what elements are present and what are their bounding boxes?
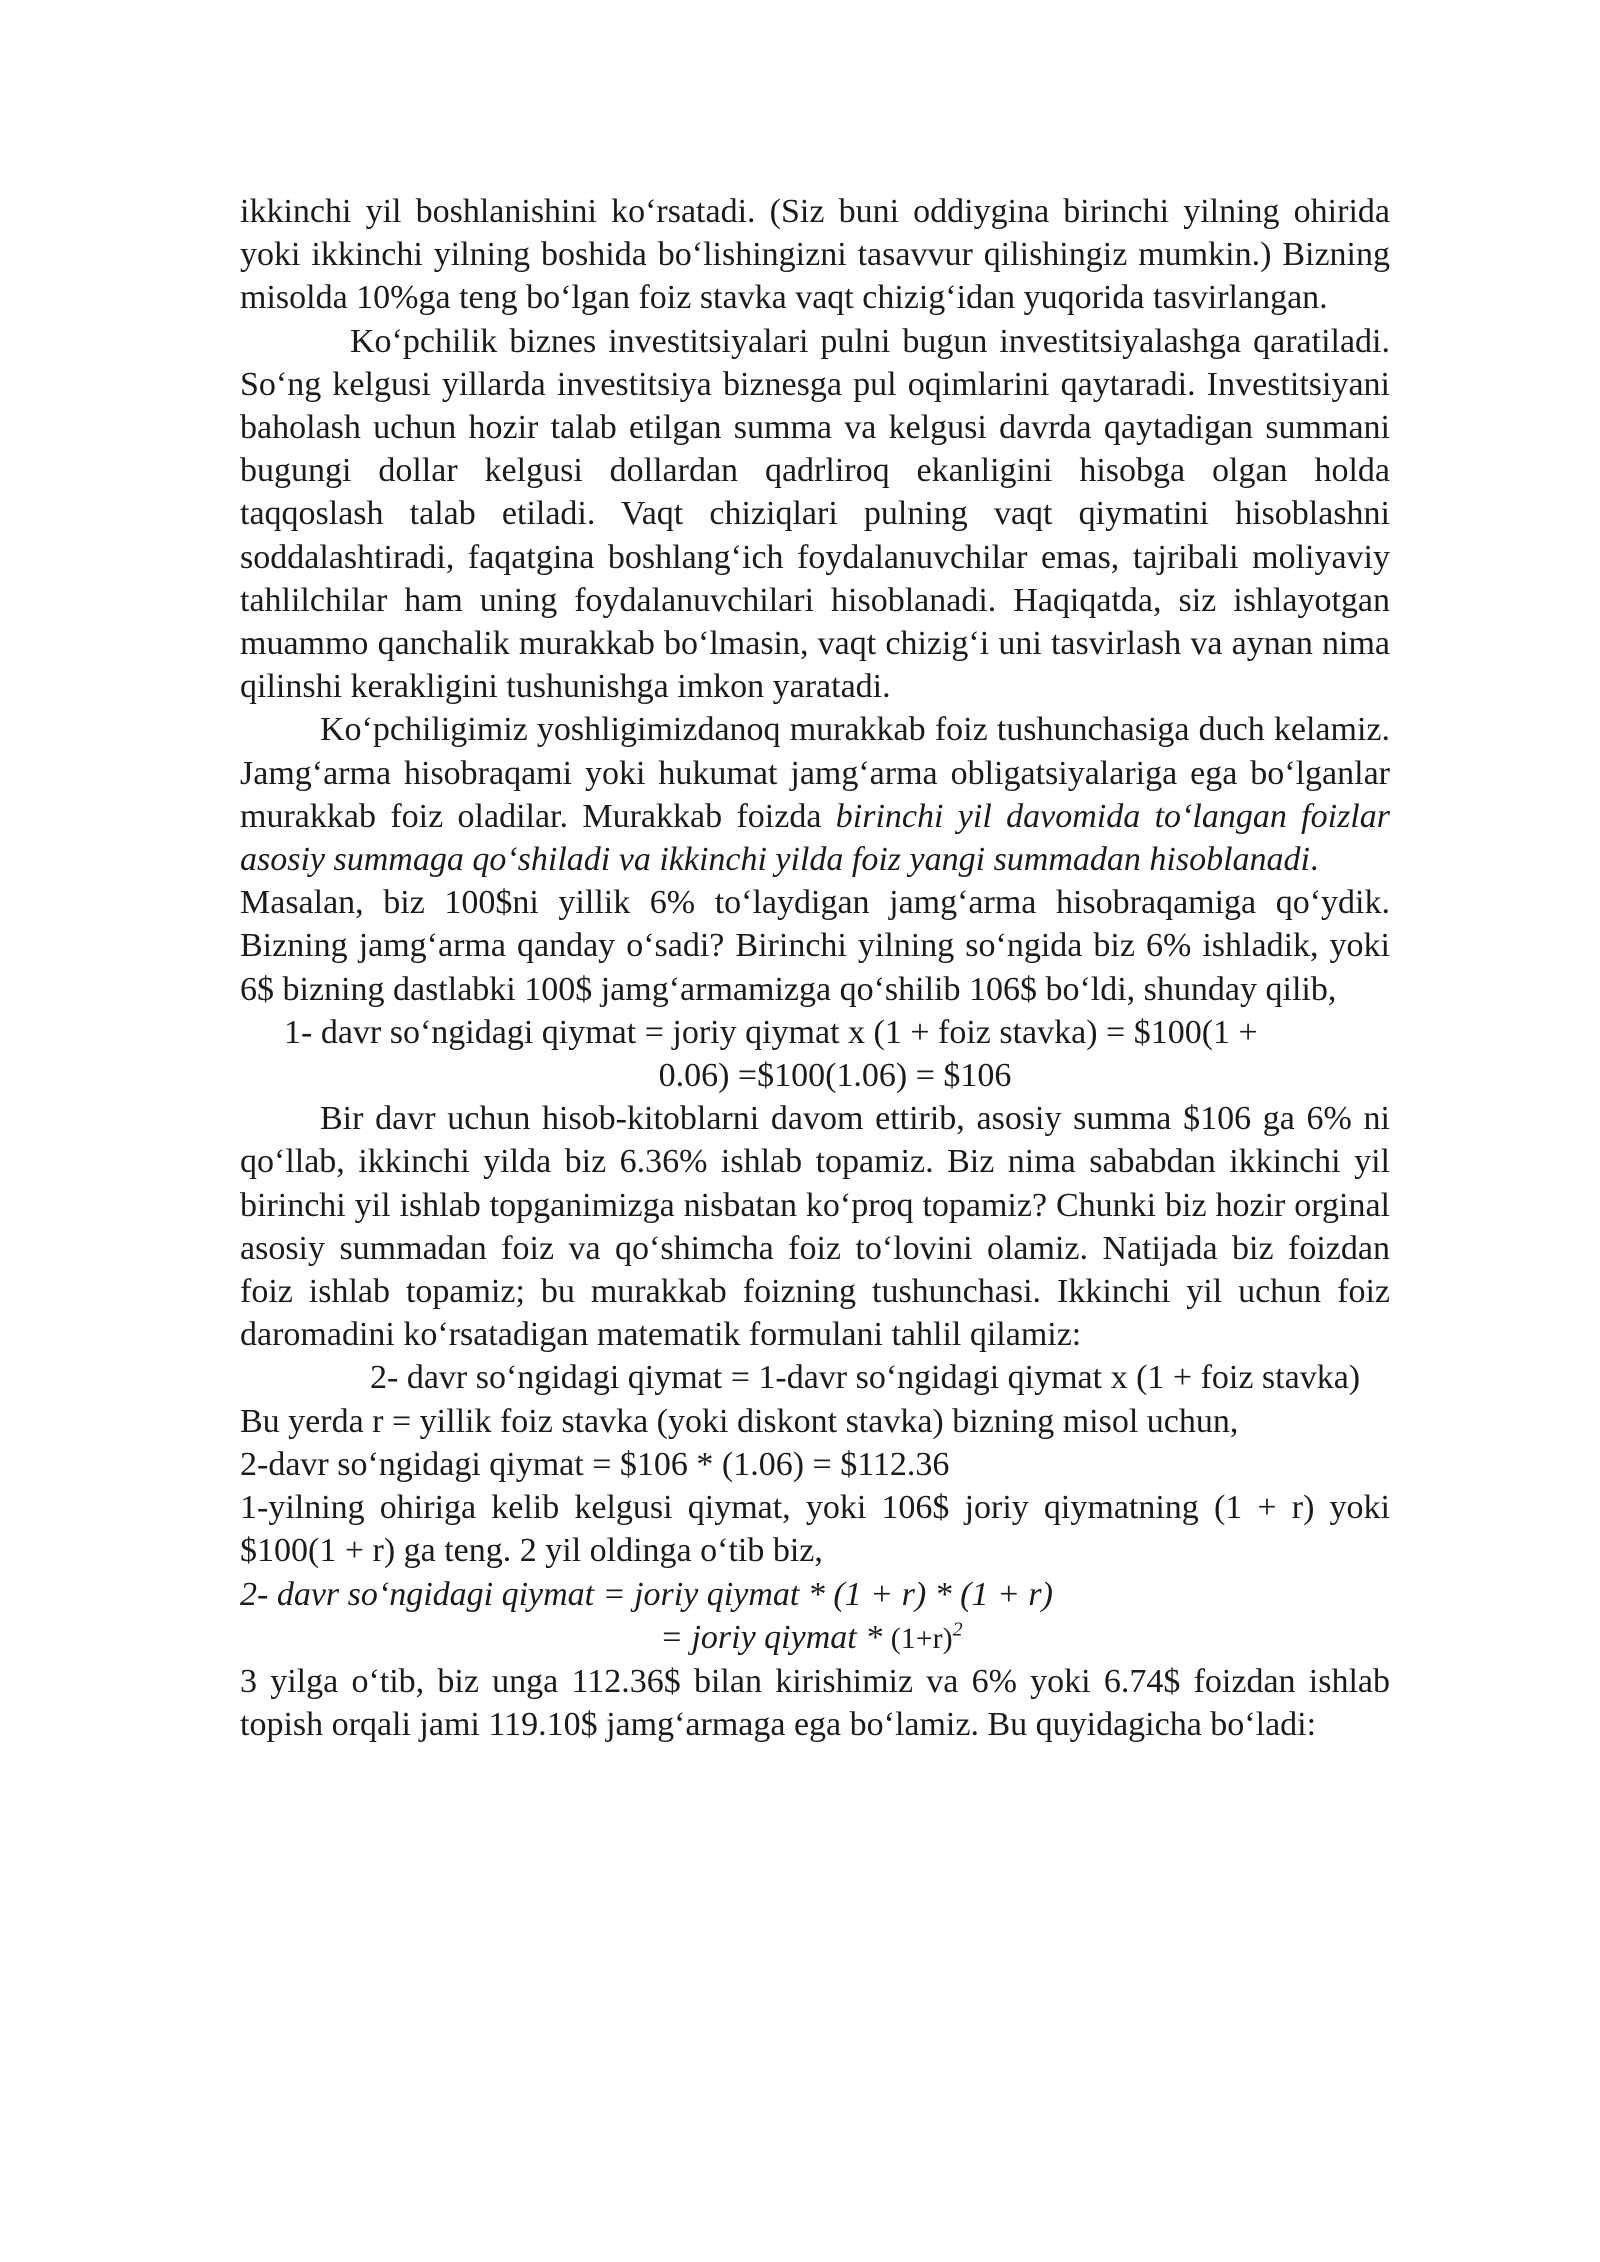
formula-3-line-1: 2- davr so‘ngidagi qiymat = joriy qiymat * (1 + r) * (1 + r) xyxy=(240,1575,1053,1613)
paragraph-4: Masalan, biz 100$ni yillik 6% to‘laydigan jamg‘arma hisobraqamiga qo‘ydik. Bizning jamg‘arma qanday o‘sadi? Birinchi yilning so‘ngida biz 6% ishladik, yoki 6$ bizning dastlabki 100$ jamg‘armamizga qo‘shilib 106$ bo‘ldi, shunday qilib, xyxy=(240,884,1390,1008)
paragraph-3-end: . xyxy=(1310,841,1319,879)
paragraph-5: Bir davr uchun hisob-kitoblarni davom ettirib, asosiy summa $106 ga 6% ni qo‘llab, ikkinchi yilda biz 6.36% ishlab topamiz. Biz nima sababdan ikkinchi yil birinchi yil ishlab topganimizga nisbatan ko‘proq topamiz? Chunki biz hozir orginal asosiy summadan foiz va qo‘shimcha foiz to‘lovini olamiz. Natijada biz foizdan foiz ishlab topamiz; bu murakkab foizning tushunchasi. Ikkinchi yil uchun foiz daromadini ko‘rsatadigan matematik formulani tahlil qilamiz: xyxy=(240,1100,1390,1354)
document-page xyxy=(240,190,1390,2090)
paragraph-2: Ko‘pchilik biznes investitsiyalari pulni bugun investitsiyalashga qaratiladi. So‘ng kelgusi yillarda investitsiya biznesga pul oqimlarini qaytaradi. Investitsiyani baholash uchun hozir talab etilgan summa va kelgusi davrda qaytadigan summani bugungi dollar kelgusi dollardan qadrliroq ekanligini hisobga olgan holda taqqoslash talab etiladi. Vaqt chiziqlari pulning vaqt qiymatini hisoblashni soddalashtiradi, faqatgina boshlang‘ich foydalanuvchilar emas, tajribali moliyaviy tahlilchilar ham uning foydalanuvchilari hisoblanadi. Haqiqatda, siz ishlayotgan muammo qanchalik murakkab bo‘lmasin, vaqt chizig‘i uni tasvirlash va aynan nima qilinshi kerakligini tushunishga imkon yaratadi. xyxy=(240,322,1390,706)
paragraph-8: 1-yilning ohiriga kelib kelgusi qiymat, yoki 106$ joriy qiymatning (1 + r) yoki $100(1 + r) ga teng. 2 yil oldinga o‘tib biz, xyxy=(240,1489,1390,1570)
formula-3-exponent: 2 xyxy=(952,1618,963,1641)
formula-3-power xyxy=(891,1619,963,1656)
paragraph-3-italic: birinchi yil davomida to‘langan foizlar asosiy summaga qo‘shiladi va ikkinchi yilda foiz yangi summadan hisoblanadi xyxy=(240,797,1390,879)
paragraph-6: Bu yerda r = yillik foiz stavka (yoki diskont stavka) bizning misol uchun, xyxy=(240,1402,1239,1440)
formula-2-result: 2-davr so‘ngidagi qiymat = $106 * (1.06) = $112.36 xyxy=(240,1445,950,1483)
paragraph-9: 3 yilga o‘tib, biz unga 112.36$ bilan kirishimiz va 6% yoki 6.74$ foizdan ishlab topish orqali jami 119.10$ jamg‘armaga ega bo‘lamiz. Bu quyidagicha bo‘ladi: xyxy=(240,1662,1390,1744)
formula-3-base: (1+r) xyxy=(890,1621,953,1655)
formula-3-lhs: = joriy qiymat * xyxy=(660,1618,891,1656)
formula-1-line-1: 1- davr so‘ngidagi qiymat = joriy qiymat x (1 + foiz stavka) = $100(1 + xyxy=(284,1013,1258,1051)
paragraph-1: ikkinchi yil boshlanishini ko‘rsatadi. (Siz buni oddiygina birinchi yilning ohirida yoki ikkinchi yilning boshida bo‘lishingizni tasavvur qilishingiz mumkin.) Bizning misolda 10%ga teng bo‘lgan foiz stavka vaqt chizig‘idan yuqorida tasvirlangan. xyxy=(240,193,1390,317)
formula-1-line-2: 0.06) =$100(1.06) = $106 xyxy=(658,1057,1012,1095)
paragraph-3-text: Ko‘pchiligimiz yoshligimizdanoq murakkab foiz tushunchasiga duch kelamiz. Jamg‘arma hisobraqami yoki hukumat jamg‘arma obligatsiyalariga ega bo‘lganlar murakkab foiz oladilar. Murakkab foizda xyxy=(240,711,1390,835)
paragraph-3 xyxy=(240,708,1390,881)
formula-2: 2- davr so‘ngidagi qiymat = 1-davr so‘ngidagi qiymat x (1 + foiz stavka) xyxy=(370,1359,1361,1397)
formula-3-line-2 xyxy=(240,1616,1390,1660)
